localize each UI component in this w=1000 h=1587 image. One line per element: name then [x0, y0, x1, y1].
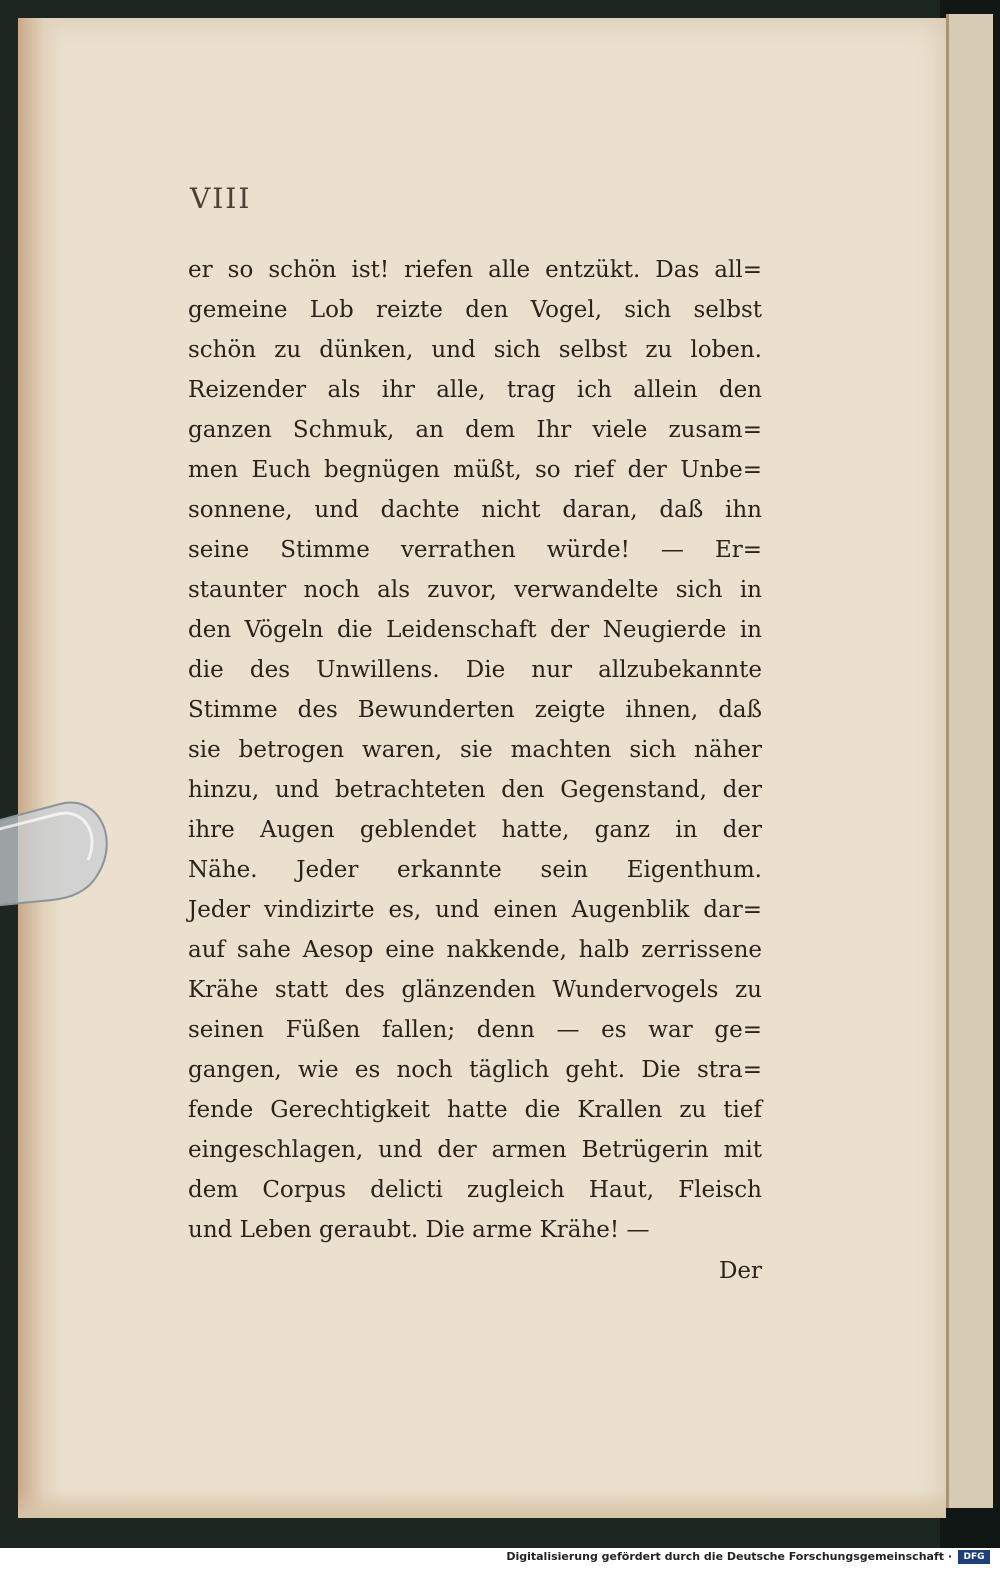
next-page-edge [946, 14, 993, 1508]
text-line: gangen, wie es noch täglich geht. Die stra= [188, 1057, 762, 1083]
text-line: schön zu dünken, und sich selbst zu loben. [188, 337, 762, 363]
text-line: sonnene, und dachte nicht daran, daß ihn [188, 497, 762, 523]
page-bottom-edge [18, 1490, 946, 1518]
text-line: Nähe. Jeder erkannte sein Eigenthum. [188, 857, 762, 883]
page-number: VIII [190, 182, 252, 215]
text-line: die des Unwillens. Die nur allzubekannte [188, 657, 762, 683]
text-line: und Leben geraubt. Die arme Krähe! — [188, 1217, 650, 1243]
dfg-logo: DFG [958, 1550, 990, 1564]
text-line: sie betrogen waren, sie machten sich näher [188, 737, 762, 763]
catchword: Der [718, 1258, 762, 1284]
text-line: eingeschlagen, und der armen Betrügerin mit [188, 1137, 762, 1163]
text-line: dem Corpus delicti zugleich Haut, Fleisch [188, 1177, 762, 1203]
text-line: Reizender als ihr alle, trag ich allein den [188, 377, 762, 403]
text-line: fende Gerechtigkeit hatte die Krallen zu tief [188, 1097, 762, 1123]
text-line: staunter noch als zuvor, verwandelte sich in [188, 577, 762, 603]
text-line: Jeder vindizirte es, und einen Augenblik dar= [188, 897, 762, 923]
page-clip [0, 798, 120, 908]
body-text [188, 250, 762, 1250]
page-gutter-shadow [18, 18, 62, 1518]
text-line: Stimme des Bewunderten zeigte ihnen, daß [188, 697, 762, 723]
text-line: seinen Füßen fallen; denn — es war ge= [188, 1017, 762, 1043]
text-line: hinzu, und betrachteten den Gegenstand, der [188, 777, 762, 803]
footer-credit: Digitalisierung gefördert durch die Deutsche Forschungsgemeinschaft · [506, 1550, 952, 1563]
text-line: gemeine Lob reizte den Vogel, sich selbst [188, 297, 762, 323]
text-line: den Vögeln die Leidenschaft der Neugierde in [188, 617, 762, 643]
text-line: auf sahe Aesop eine nakkende, halb zerrissene [188, 937, 762, 963]
text-line: ihre Augen geblendet hatte, ganz in der [188, 817, 762, 843]
text-line: seine Stimme verrathen würde! — Er= [188, 537, 762, 563]
text-line: ganzen Schmuk, an dem Ihr viele zusam= [188, 417, 762, 443]
text-line: er so schön ist! riefen alle entzükt. Das all= [188, 257, 762, 283]
text-line: men Euch begnügen müßt, so rief der Unbe= [188, 457, 762, 483]
text-line: Krähe statt des glänzenden Wundervogels zu [188, 977, 762, 1003]
